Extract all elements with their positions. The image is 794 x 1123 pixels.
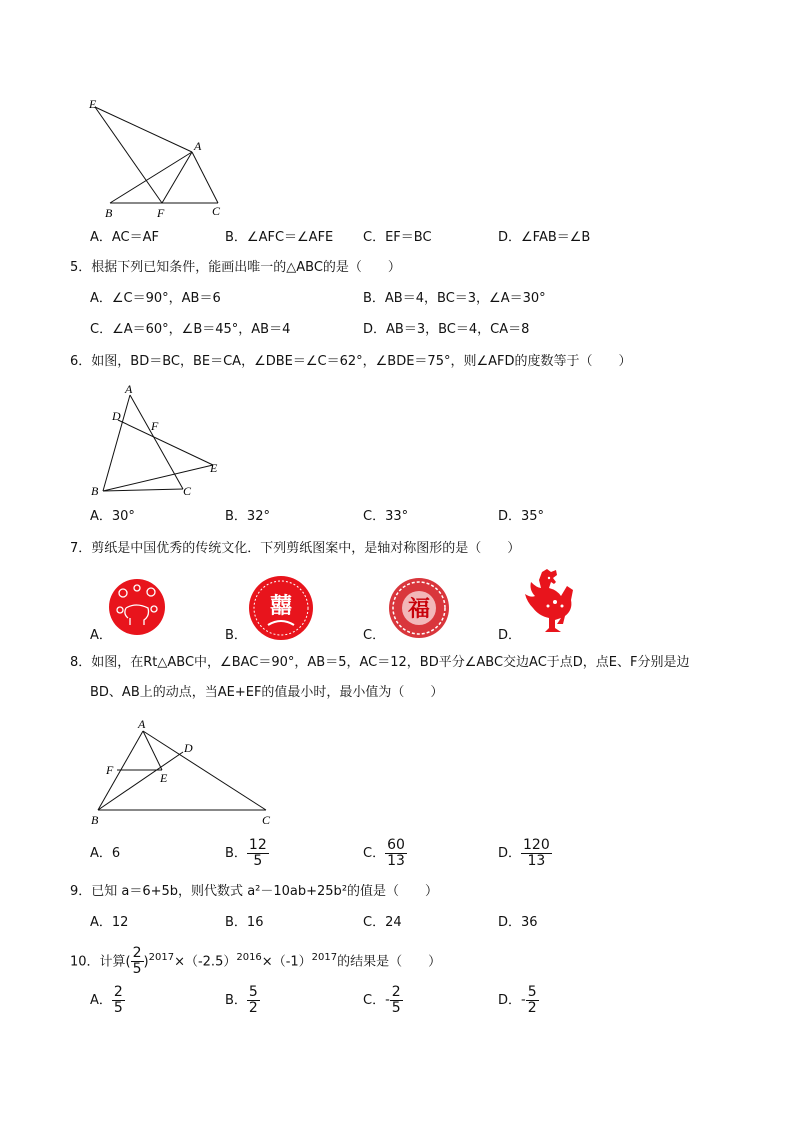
denominator: 5 [113,1000,123,1016]
q7-option-d[interactable]: D． [498,628,522,643]
papercut-b-image[interactable] [248,575,314,641]
sign: - [385,992,390,1008]
q10-option-b[interactable] [225,985,260,1016]
label-E: E [160,771,168,785]
q8-option-b[interactable] [225,838,269,869]
label-F: F [151,419,159,433]
q6-option-b[interactable]: B．32° [225,509,270,524]
fraction [390,985,403,1016]
option-letter: C． [363,993,386,1008]
q8-option-d[interactable] [498,838,552,869]
fraction [112,985,125,1016]
q10-suffix: 的结果是（ ） [337,954,442,970]
q8-triangle-figure [85,712,280,827]
label-D: D [112,409,121,423]
fraction [247,985,260,1016]
exponent: 2017 [311,952,338,963]
denominator: 13 [387,853,405,869]
label-E: E [89,97,97,111]
exponent: 2017 [148,952,175,963]
sign: - [521,992,526,1008]
fraction [526,985,539,1016]
q8-stem-line1: 8．如图，在Rt△ABC中，∠BAC＝90°，AB＝5，AC＝12，BD平分∠ABC交边AC于点D，点E、F分别是边 [70,655,690,670]
q4-triangle-figure [80,95,240,220]
option-letter: A． [90,846,112,861]
numerator: 2 [132,945,142,962]
q9-option-b[interactable]: B．16 [225,915,264,930]
q7-option-c[interactable]: C． [363,628,386,643]
q6-option-a[interactable]: A．30° [90,509,135,524]
label-B: B [91,813,99,827]
q9-stem: 9．已知 a＝6+5b，则代数式 a²－10ab+25b²的值是（ ） [70,884,439,899]
label-B: B [91,484,99,498]
numerator: 5 [248,984,258,1000]
option-letter: B． [225,846,247,861]
denominator: 2 [248,1000,258,1016]
label-D: D [184,741,193,755]
q4-option-d[interactable]: D．∠FAB＝∠B [498,230,591,245]
q6-option-c[interactable]: C．33° [363,509,409,524]
label-A: A [125,382,133,396]
label-E: E [210,461,218,475]
option-letter: D． [498,846,522,861]
q5-option-c[interactable]: C．∠A＝60°，∠B＝45°，AB＝4 [90,322,291,337]
q4-option-c[interactable]: C．EF＝BC [363,230,432,245]
numerator: 5 [527,984,537,1000]
q6-option-d[interactable]: D．35° [498,509,545,524]
q5-stem: 5．根据下列已知条件，能画出唯一的△ABC的是（ ） [70,260,401,275]
papercut-d-rooster-image[interactable] [520,568,582,638]
denominator: 2 [527,1000,537,1016]
fraction [131,946,144,977]
q4-option-a[interactable]: A．AC＝AF [90,230,160,245]
q8-option-c[interactable] [363,838,407,869]
denominator: 5 [253,853,263,869]
q7-option-b[interactable]: B． [225,628,247,643]
option-letter: C． [363,846,386,861]
numerator: 120 [523,837,550,853]
q4-option-b[interactable]: B．∠AFC＝∠AFE [225,230,334,245]
q8-stem-line2: BD、AB上的动点，当AE+EF的值最小时，最小值为（ ） [90,685,444,700]
papercut-c-image[interactable] [388,577,450,639]
papercut-c-text: 福 [407,597,431,622]
option-letter: B． [225,993,247,1008]
q6-stem: 6．如图，BD＝BC，BE＝CA，∠DBE＝∠C＝62°，∠BDE＝75°，则∠AFD的度数等于（ ） [70,354,632,369]
fraction [385,838,407,869]
q10-term: ×（-1） [261,954,312,970]
numerator: 2 [113,984,123,1000]
q10-option-d[interactable] [498,985,539,1016]
denominator: 13 [527,853,546,869]
label-F: F [106,763,114,777]
q6-triangle-figure [85,380,235,500]
exponent: 2016 [236,952,262,963]
papercut-a-image[interactable] [108,578,166,636]
q10-option-a[interactable] [90,985,125,1016]
fraction [521,838,552,869]
q10-option-c[interactable] [363,985,403,1016]
label-C: C [183,484,192,498]
label-B: B [105,206,113,220]
label-F: F [157,206,165,220]
papercut-b-text: 囍 [269,594,293,619]
option-letter: D． [498,993,522,1008]
numerator: 60 [387,837,405,853]
label-A: A [194,139,202,153]
q7-option-a[interactable]: A． [90,628,112,643]
q8-option-a[interactable] [90,846,120,862]
q10-prefix: 10．计算 [70,954,126,970]
q9-option-d[interactable]: D．36 [498,915,538,930]
label-A: A [138,717,146,731]
q9-option-a[interactable]: A．12 [90,915,129,930]
option-letter: A． [90,993,112,1008]
label-C: C [262,813,271,827]
q10-stem: 10．计算( $\frac{2}{5}$ )$^{2017}\times(-2.5)^{2016}\times(-1)^{2017}$的结果是（ ） [70,945,442,978]
denominator: 5 [132,961,142,978]
q7-stem: 7．剪纸是中国优秀的传统文化．下列剪纸图案中，是轴对称图形的是（ ） [70,541,521,556]
numerator: 12 [248,837,267,853]
q5-option-b[interactable]: B．AB＝4，BC＝3，∠A＝30° [363,291,546,306]
option-value: 6 [111,846,121,861]
numerator: 2 [391,984,401,1000]
q5-option-a[interactable]: A．∠C＝90°，AB＝6 [90,291,221,306]
q5-option-d[interactable]: D．AB＝3，BC＝4，CA＝8 [363,322,530,337]
denominator: 5 [391,1000,401,1016]
q10-term: ×（-2.5） [174,954,237,970]
label-C: C [212,204,221,218]
q9-option-c[interactable]: C．24 [363,915,402,930]
fraction [247,838,269,869]
